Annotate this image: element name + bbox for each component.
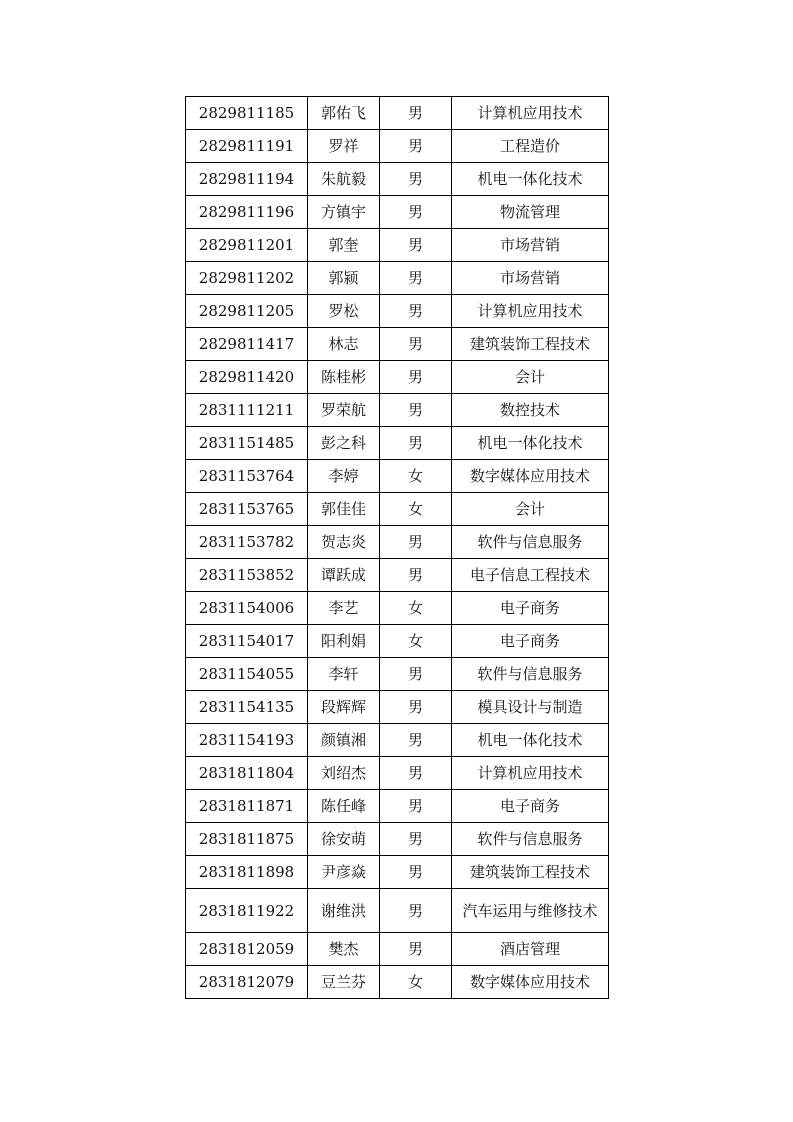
student-name-cell: 尹彦焱 [308, 856, 380, 889]
student-id-cell: 2829811417 [186, 328, 308, 361]
gender-cell: 男 [380, 196, 452, 229]
table-row [186, 262, 609, 295]
major-cell: 酒店管理 [452, 933, 609, 966]
table-row [186, 97, 609, 130]
gender-cell: 男 [380, 559, 452, 592]
student-name-cell: 郭佳佳 [308, 493, 380, 526]
student-name-cell: 刘绍杰 [308, 757, 380, 790]
student-name-cell: 阳利娟 [308, 625, 380, 658]
table-row [186, 823, 609, 856]
table-row [186, 625, 609, 658]
table-row [186, 427, 609, 460]
table-row [186, 526, 609, 559]
student-id-cell: 2829811420 [186, 361, 308, 394]
major-cell: 数字媒体应用技术 [452, 966, 609, 999]
student-name-cell: 郭颍 [308, 262, 380, 295]
student-name-cell: 林志 [308, 328, 380, 361]
student-id-cell: 2831153782 [186, 526, 308, 559]
student-roster-table [185, 96, 609, 999]
gender-cell: 女 [380, 592, 452, 625]
gender-cell: 男 [380, 790, 452, 823]
major-cell: 会计 [452, 361, 609, 394]
major-cell: 电子商务 [452, 625, 609, 658]
student-name-cell: 谢维洪 [308, 889, 380, 933]
major-cell: 机电一体化技术 [452, 163, 609, 196]
student-name-cell: 朱航毅 [308, 163, 380, 196]
student-id-cell: 2829811202 [186, 262, 308, 295]
student-id-cell: 2831153765 [186, 493, 308, 526]
major-cell: 电子信息工程技术 [452, 559, 609, 592]
student-name-cell: 李艺 [308, 592, 380, 625]
student-id-cell: 2831111211 [186, 394, 308, 427]
table-row [186, 196, 609, 229]
major-cell: 数字媒体应用技术 [452, 460, 609, 493]
student-id-cell: 2831154193 [186, 724, 308, 757]
table-row [186, 592, 609, 625]
table-row [186, 691, 609, 724]
major-cell: 电子商务 [452, 592, 609, 625]
gender-cell: 男 [380, 757, 452, 790]
student-id-cell: 2831154135 [186, 691, 308, 724]
gender-cell: 男 [380, 526, 452, 559]
roster-body [186, 97, 609, 999]
student-name-cell: 陈任峰 [308, 790, 380, 823]
major-cell: 机电一体化技术 [452, 427, 609, 460]
major-cell: 汽车运用与维修技术 [452, 889, 609, 933]
student-id-cell: 2829811201 [186, 229, 308, 262]
gender-cell: 男 [380, 130, 452, 163]
student-id-cell: 2831151485 [186, 427, 308, 460]
gender-cell: 男 [380, 394, 452, 427]
student-name-cell: 方镇宇 [308, 196, 380, 229]
student-name-cell: 颜镇湘 [308, 724, 380, 757]
student-id-cell: 2831811922 [186, 889, 308, 933]
major-cell: 软件与信息服务 [452, 658, 609, 691]
table-row [186, 493, 609, 526]
gender-cell: 男 [380, 856, 452, 889]
gender-cell: 男 [380, 933, 452, 966]
gender-cell: 男 [380, 328, 452, 361]
student-name-cell: 谭跃成 [308, 559, 380, 592]
student-name-cell: 段辉辉 [308, 691, 380, 724]
gender-cell: 男 [380, 691, 452, 724]
table-row [186, 163, 609, 196]
table-row [186, 559, 609, 592]
student-name-cell: 郭奎 [308, 229, 380, 262]
gender-cell: 男 [380, 889, 452, 933]
student-name-cell: 彭之科 [308, 427, 380, 460]
major-cell: 会计 [452, 493, 609, 526]
student-name-cell: 罗松 [308, 295, 380, 328]
table-row [186, 328, 609, 361]
gender-cell: 男 [380, 361, 452, 394]
student-id-cell: 2831811804 [186, 757, 308, 790]
student-id-cell: 2829811185 [186, 97, 308, 130]
student-name-cell: 李轩 [308, 658, 380, 691]
gender-cell: 女 [380, 460, 452, 493]
student-id-cell: 2831811871 [186, 790, 308, 823]
major-cell: 电子商务 [452, 790, 609, 823]
student-id-cell: 2829811191 [186, 130, 308, 163]
gender-cell: 女 [380, 625, 452, 658]
table-row [186, 130, 609, 163]
student-id-cell: 2829811205 [186, 295, 308, 328]
major-cell: 市场营销 [452, 229, 609, 262]
table-row [186, 295, 609, 328]
gender-cell: 男 [380, 229, 452, 262]
gender-cell: 女 [380, 966, 452, 999]
student-name-cell: 李婷 [308, 460, 380, 493]
table-row [186, 856, 609, 889]
table-row [186, 229, 609, 262]
student-id-cell: 2831812059 [186, 933, 308, 966]
table-row [186, 757, 609, 790]
table-row [186, 724, 609, 757]
student-id-cell: 2831154017 [186, 625, 308, 658]
gender-cell: 女 [380, 493, 452, 526]
student-id-cell: 2831153764 [186, 460, 308, 493]
table-row [186, 966, 609, 999]
gender-cell: 男 [380, 262, 452, 295]
major-cell: 数控技术 [452, 394, 609, 427]
major-cell: 模具设计与制造 [452, 691, 609, 724]
student-id-cell: 2831811875 [186, 823, 308, 856]
major-cell: 计算机应用技术 [452, 757, 609, 790]
student-id-cell: 2829811196 [186, 196, 308, 229]
major-cell: 计算机应用技术 [452, 295, 609, 328]
table-row [186, 790, 609, 823]
gender-cell: 男 [380, 295, 452, 328]
student-name-cell: 罗祥 [308, 130, 380, 163]
table-row [186, 361, 609, 394]
student-id-cell: 2831154006 [186, 592, 308, 625]
student-id-cell: 2831811898 [186, 856, 308, 889]
major-cell: 机电一体化技术 [452, 724, 609, 757]
student-name-cell: 贺志炎 [308, 526, 380, 559]
major-cell: 建筑装饰工程技术 [452, 856, 609, 889]
table-row [186, 460, 609, 493]
student-name-cell: 郭佑飞 [308, 97, 380, 130]
major-cell: 计算机应用技术 [452, 97, 609, 130]
gender-cell: 男 [380, 97, 452, 130]
student-name-cell: 徐安萌 [308, 823, 380, 856]
student-name-cell: 豆兰芬 [308, 966, 380, 999]
major-cell: 软件与信息服务 [452, 823, 609, 856]
student-name-cell: 罗荣航 [308, 394, 380, 427]
gender-cell: 男 [380, 724, 452, 757]
gender-cell: 男 [380, 823, 452, 856]
major-cell: 市场营销 [452, 262, 609, 295]
table-row [186, 933, 609, 966]
gender-cell: 男 [380, 163, 452, 196]
table-row [186, 394, 609, 427]
student-name-cell: 樊杰 [308, 933, 380, 966]
gender-cell: 男 [380, 658, 452, 691]
student-id-cell: 2831154055 [186, 658, 308, 691]
major-cell: 物流管理 [452, 196, 609, 229]
table-row [186, 889, 609, 933]
table-row [186, 658, 609, 691]
student-id-cell: 2829811194 [186, 163, 308, 196]
major-cell: 软件与信息服务 [452, 526, 609, 559]
gender-cell: 男 [380, 427, 452, 460]
major-cell: 建筑装饰工程技术 [452, 328, 609, 361]
major-cell: 工程造价 [452, 130, 609, 163]
student-id-cell: 2831812079 [186, 966, 308, 999]
student-id-cell: 2831153852 [186, 559, 308, 592]
student-name-cell: 陈桂彬 [308, 361, 380, 394]
